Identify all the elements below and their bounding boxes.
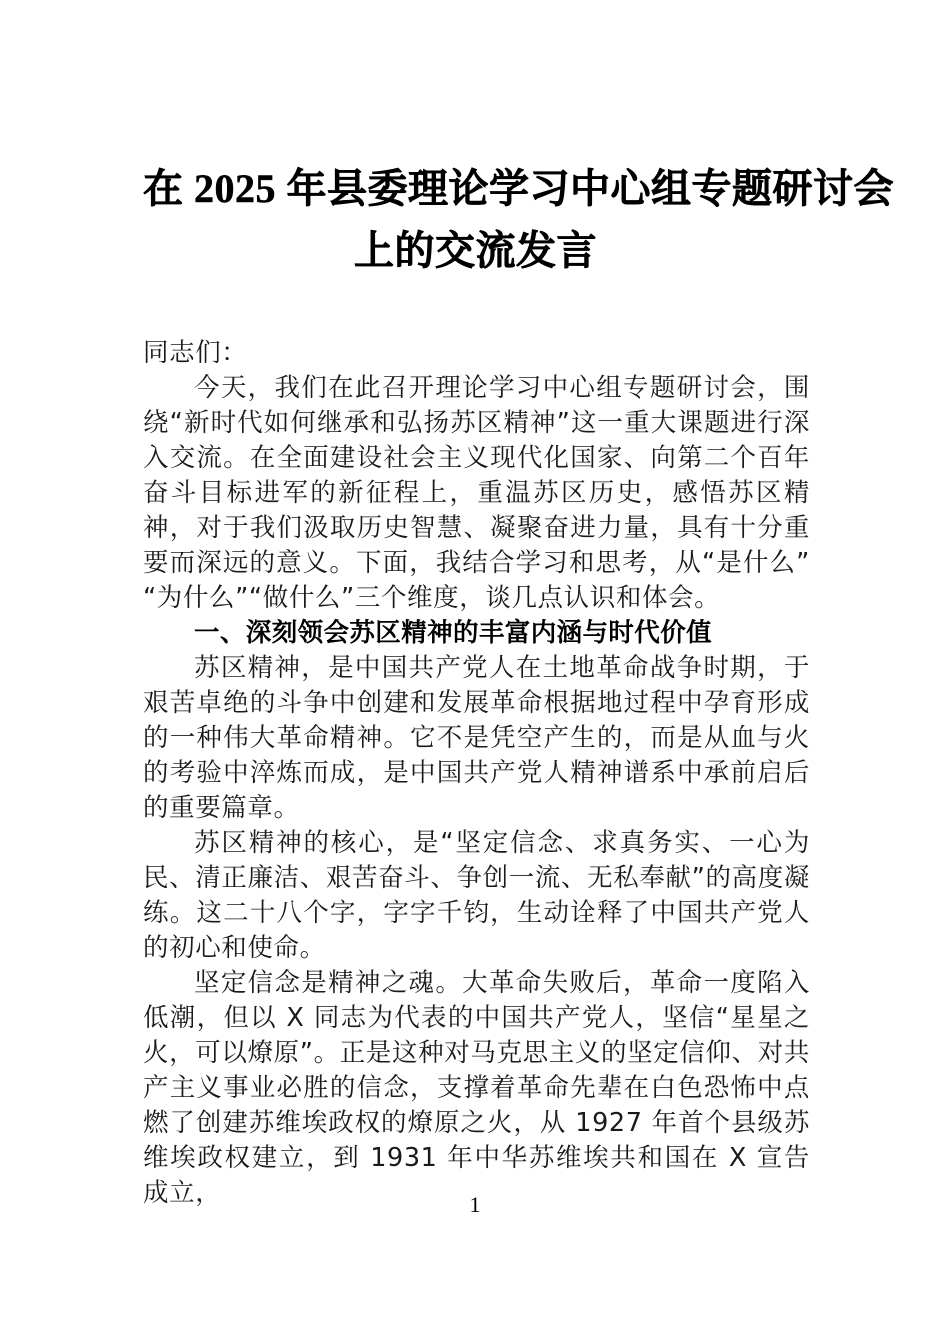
document-title-line-1: 在 2025 年县委理论学习中心组专题研讨会 xyxy=(143,166,894,211)
section-heading-1: 一、深刻领会苏区精神的丰富内涵与时代价值 xyxy=(194,618,713,648)
paragraph-firm-belief: 坚定信念是精神之魂。大革命失败后，革命一度陷入低潮，但以 X 同志为代表的中国共产党人，坚信“星星之火，可以燎原”。正是这种对马克思主义的坚定信仰、对共产主义事业必胜的信念，支撑着革命先辈在白色恐怖中点燃了创建苏维埃政权的燎原之火，从 1927 年首个县级苏维埃政权建立，到 1931 年中华苏维埃共和国在 X 宣告成立， xyxy=(143,968,810,1208)
document-body xyxy=(143,336,810,1211)
paragraph-su-qu-spirit-core: 苏区精神的核心，是“坚定信念、求真务实、一心为民、清正廉洁、艰苦奋斗、争创一流、无私奉献”的高度凝练。这二十八个字，字字千钧，生动诠释了中国共产党人的初心和使命。 xyxy=(143,828,810,963)
page-number: 1 xyxy=(469,1192,481,1217)
salutation-line: 同志们： xyxy=(143,338,248,368)
paragraph-su-qu-spirit-definition: 苏区精神，是中国共产党人在土地革命战争时期，于艰苦卓绝的斗争中创建和发展革命根据地过程中孕育形成的一种伟大革命精神。它不是凭空产生的，而是从血与火的考验中淬炼而成，是中国共产党人精神谱系中承前启后的重要篇章。 xyxy=(143,653,810,823)
document-title xyxy=(143,158,894,282)
document-title-line-2: 上的交流发言 xyxy=(354,228,597,273)
paragraph-intro: 今天，我们在此召开理论学习中心组专题研讨会，围绕“新时代如何继承和弘扬苏区精神”这一重大课题进行深入交流。在全面建设社会主义现代化国家、向第二个百年奋斗目标进军的新征程上，重温苏区历史，感悟苏区精神，对于我们汲取历史智慧、凝聚奋进力量，具有十分重要而深远的意义。下面，我结合学习和思考，从“是什么”“为什么”“做什么”三个维度，谈几点认识和体会。 xyxy=(143,373,810,613)
